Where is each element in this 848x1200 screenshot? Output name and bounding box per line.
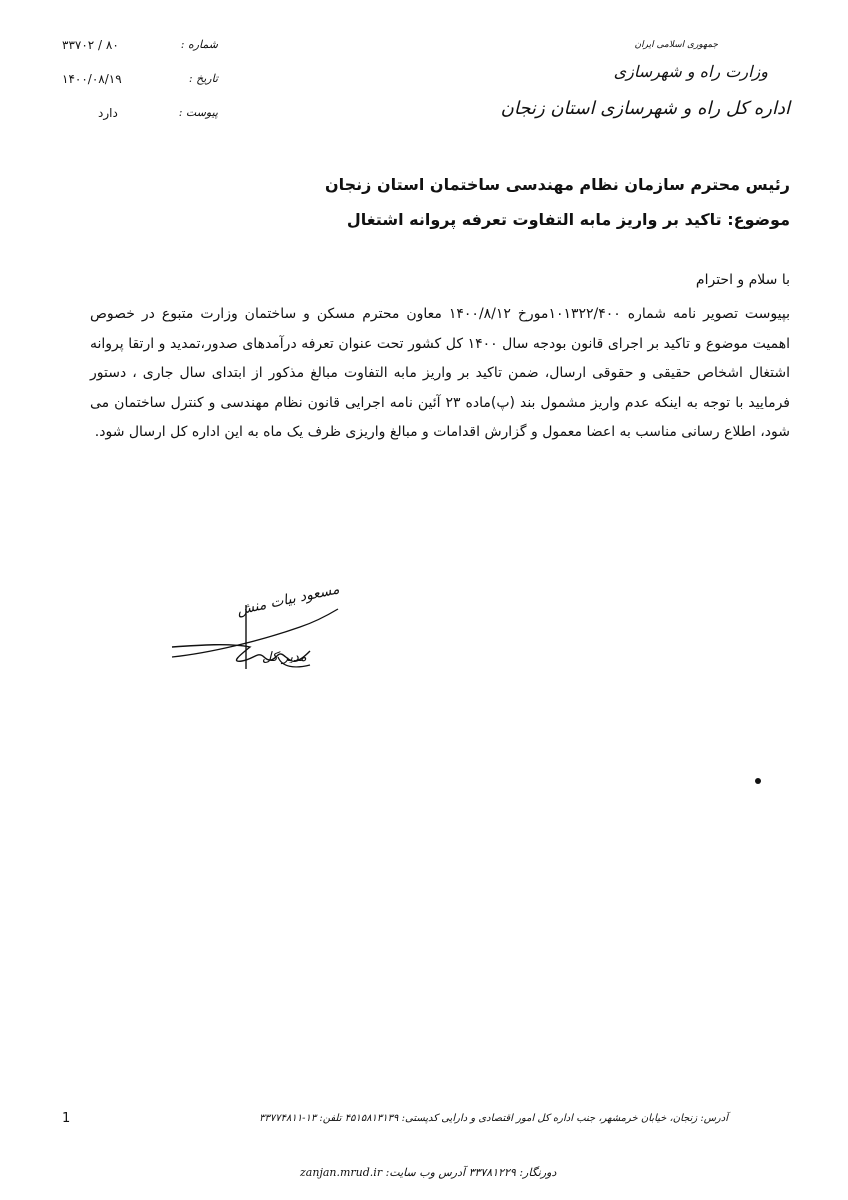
attachment-value: دارد	[98, 106, 118, 120]
attachment-label: پیوست :	[178, 106, 218, 119]
recipient-line: رئیس محترم سازمان نظام مهندسی ساختمان استان زنجان	[324, 175, 790, 194]
letter-number-value: ۸۰ / ۳۳۷۰۲	[62, 38, 119, 52]
signatory-name: مسعود بیات منش	[235, 581, 341, 619]
office-heading: اداره کل راه و شهرسازی استان زنجان	[500, 98, 790, 119]
stray-bullet-dot	[755, 778, 761, 784]
letter-number-row	[58, 38, 218, 58]
republic-heading: جمهوری اسلامی ایران	[634, 40, 718, 50]
subject-line: موضوع: تاکید بر واریز مابه التفاوت تعرفه پروانه اشتغال	[346, 210, 790, 229]
ministry-heading: وزارت راه و شهرسازی	[613, 62, 768, 81]
page-number: 1	[62, 1111, 71, 1126]
signatory-title: مدیر کل	[262, 650, 307, 665]
letter-date-value: ۱۴۰۰/۰۸/۱۹	[62, 72, 122, 86]
attachment-row	[58, 106, 218, 126]
greeting: با سلام و احترام	[695, 272, 790, 288]
letter-date-row	[58, 72, 218, 92]
footer-address: آدرس: زنجان، خیابان خرمشهر، جنب اداره کل امور اقتصادی و دارایی کدپستی: ۴۵۱۵۸۱۳۱۳۹ تلفن: ۱۳-۳۳۷۷۴۸۱۱	[259, 1113, 728, 1124]
letter-body: بپیوست تصویر نامه شماره ۱۰۱۳۲۲/۴۰۰مورخ ۱۴۰۰/۸/۱۲ معاون محترم مسکن و ساختمان وزارت متبوع در خصوص اهمیت موضوع و تاکید بر اجرای قانون بودجه سال ۱۴۰۰ کل کشور تحت عنوان تعرفه درآمدهای صدور،تمدید و ارتقا پروانه اشتغال اشخاص حقیقی و حقوقی ارسال، ضمن تاکید بر واریز مابه التفاوت مبالغ مذکور از ابتدای سال جاری ، دستور فرمایید با توجه به اینکه عدم واریز مشمول بند (پ)ماده ۲۳ آئین نامه اجرایی قانون نظام مهندسی و کنترل ساختمان می شود، اطلاع رسانی مناسب به اعضا معمول و گزارش اقدامات و مبالغ واریزی ظرف یک ماه به این اداره کل ارسال شود.	[90, 306, 790, 440]
footer-website: دورنگار: ۳۳۷۸۱۲۲۹ آدرس وب سایت: zanjan.mrud.ir	[300, 1166, 557, 1179]
letter-date-label: تاریخ :	[188, 72, 218, 85]
letter-number-label: شماره :	[180, 38, 218, 51]
